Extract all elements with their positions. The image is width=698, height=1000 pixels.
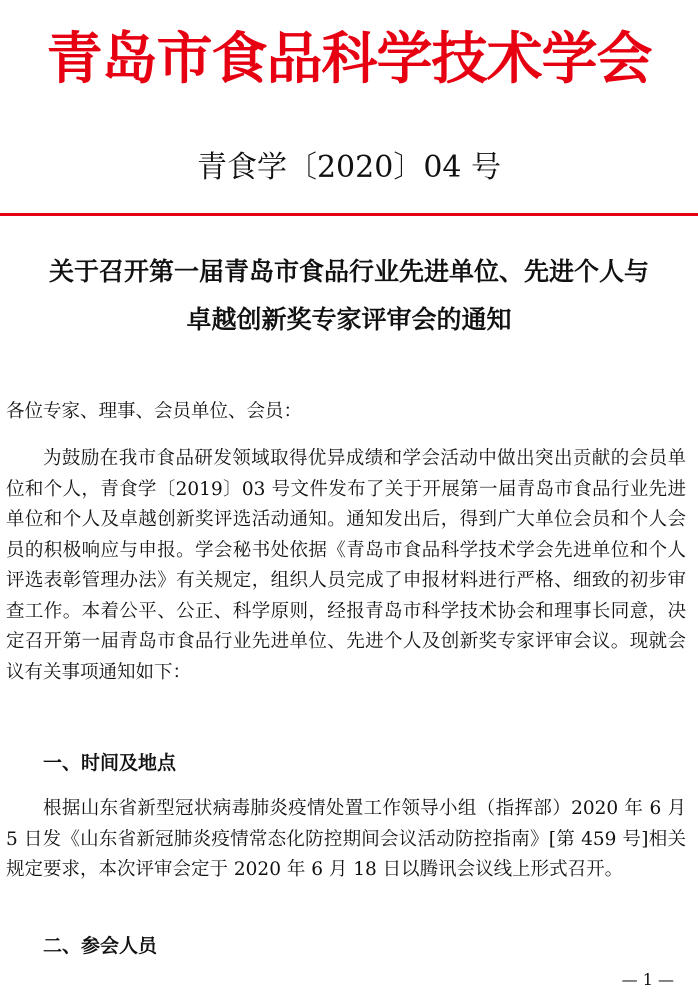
red-divider (0, 213, 698, 216)
time-location-paragraph: 根据山东省新型冠状病毒肺炎疫情处置工作领导小组（指挥部）2020 年 6 月 5 日发《山东省新冠肺炎疫情常态化防控期间会议活动防控指南》[第 459 号]相关规定要求，本次评审会定于 2020 年 6 月 18 日以腾讯会议线上形式召开。 (6, 798, 686, 880)
document-number: 青食学〔2020〕04 号 (196, 150, 502, 185)
section-heading-time-location: 一、时间及地点 (43, 752, 177, 774)
notice-title-line-2: 卓越创新奖专家评审会的通知 (186, 305, 512, 334)
intro-paragraph: 为鼓励在我市食品研发领域取得优异成绩和学会活动中做出突出贡献的会员单位和个人，青食学〔2019〕03 号文件发布了关于开展第一届青岛市食品行业先进单位和个人及卓越创新奖评选活动通知。通知发出后，得到广大单位会员和个人会员的积极响应与申报。学会秘书处依据《青岛市食品科学技术学会先进单位和个人评选表彰管理办法》有关规定，组织人员完成了申报材料进行严格、细致的初步审查工作。本着公平、公正、科学原则，经报青岛市科学技术协会和理事长同意，决定召开第一届青岛市食品行业先进单位、先进个人及创新奖专家评审会议。现就会议有关事项通知如下： (6, 448, 686, 683)
section-heading-participants: 二、参会人员 (43, 935, 158, 957)
page-number: — 1 — (621, 970, 674, 989)
organization-masthead: 青岛市食品科学技术学会 (46, 27, 652, 92)
notice-title-line-1: 关于召开第一届青岛市食品行业先进单位、先进个人与 (48, 257, 649, 286)
salutation: 各位专家、理事、会员单位、会员： (6, 401, 303, 422)
